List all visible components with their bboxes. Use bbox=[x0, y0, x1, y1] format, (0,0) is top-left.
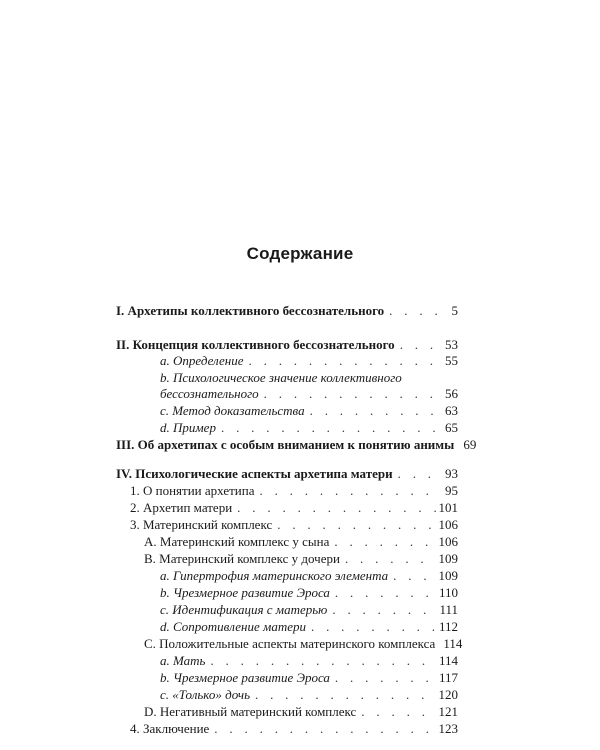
toc-entry-title: 2. Архетип матери bbox=[130, 500, 233, 515]
toc-entry-title: A. Материнский комплекс у сына bbox=[144, 534, 330, 549]
toc-leader-dots bbox=[389, 302, 441, 320]
toc-entry-title: II. Концепция коллективного бессознательного bbox=[116, 337, 395, 352]
toc-page-number: 106 bbox=[438, 534, 458, 549]
toc-entry bbox=[116, 482, 458, 500]
toc-page-number: 117 bbox=[438, 670, 458, 685]
toc-page-number: 5 bbox=[451, 303, 458, 318]
toc-entry-title: b. Чрезмерное развитие Эроса bbox=[160, 585, 330, 600]
toc-leader-dots bbox=[277, 516, 435, 534]
toc-entry-title: 3. Материнский комплекс bbox=[130, 517, 273, 532]
toc-entry bbox=[116, 465, 458, 483]
toc-page-number: 55 bbox=[445, 353, 458, 368]
toc-leader-dots bbox=[393, 567, 435, 585]
toc-page-number: 53 bbox=[445, 337, 458, 352]
toc-entry bbox=[116, 533, 458, 551]
toc-page-number: 110 bbox=[438, 585, 458, 600]
toc-leader-dots bbox=[332, 601, 436, 619]
toc-page-number: 101 bbox=[438, 500, 458, 515]
toc-entry-title: c. Идентификация с матерью bbox=[160, 602, 328, 617]
toc-entry bbox=[116, 601, 458, 619]
toc-entry bbox=[116, 669, 458, 687]
toc-leader-dots bbox=[210, 652, 436, 670]
toc-entry bbox=[116, 703, 458, 721]
toc-entry-title: C. Положительные аспекты материнского комплекса bbox=[144, 636, 436, 651]
toc-page-number: 109 bbox=[438, 551, 458, 566]
toc-entry-title: I. Архетипы коллективного бессознательного bbox=[116, 303, 385, 318]
toc-page-number: 109 bbox=[438, 568, 458, 583]
toc-entry bbox=[116, 516, 458, 534]
toc-leader-dots bbox=[345, 550, 436, 568]
toc-entry-title: b. Чрезмерное развитие Эроса bbox=[160, 670, 330, 685]
toc-leader-dots bbox=[237, 499, 435, 517]
toc-entry bbox=[116, 302, 458, 320]
toc-leader-dots bbox=[221, 419, 441, 437]
toc-leader-dots bbox=[398, 465, 441, 483]
toc-leader-dots bbox=[361, 703, 435, 721]
page-title: Содержание bbox=[246, 244, 354, 263]
toc-entry-title: бессознательного bbox=[160, 386, 259, 401]
toc-entry-title: 1. О понятии архетипа bbox=[130, 483, 255, 498]
toc-leader-dots bbox=[249, 352, 442, 370]
toc-leader-dots bbox=[335, 669, 436, 687]
toc-page-number: 114 bbox=[438, 653, 458, 668]
toc-page-number: 95 bbox=[445, 483, 458, 498]
toc-page-number: 111 bbox=[439, 602, 458, 617]
toc-entry-title: III. Об архетипах с особым вниманием к понятию анимы bbox=[116, 437, 455, 452]
toc-leader-dots bbox=[259, 482, 441, 500]
toc-entry bbox=[116, 436, 477, 454]
toc-page-number: 106 bbox=[438, 517, 458, 532]
toc-entry bbox=[116, 686, 458, 704]
toc-entry bbox=[116, 652, 458, 670]
toc-entry bbox=[116, 419, 458, 437]
toc-page-number: 63 bbox=[445, 403, 458, 418]
toc-leader-dots bbox=[311, 618, 436, 636]
toc-entry-title: b. Психологическое значение коллективного bbox=[160, 370, 402, 385]
toc-page-number: 123 bbox=[438, 721, 458, 736]
toc-entry-title: IV. Психологические аспекты архетипа матери bbox=[116, 466, 393, 481]
toc-entry-title: d. Пример bbox=[160, 420, 216, 435]
toc-entry bbox=[116, 385, 458, 403]
toc-entry-title: B. Материнский комплекс у дочери bbox=[144, 551, 340, 566]
toc-page-number: 112 bbox=[438, 619, 458, 634]
toc-page-number: 121 bbox=[438, 704, 458, 719]
toc-entry bbox=[116, 720, 458, 738]
toc-leader-dots bbox=[264, 385, 441, 403]
toc-entry bbox=[116, 584, 458, 602]
toc-entry-title: 4. Заключение bbox=[130, 721, 210, 736]
toc-entry-title: D. Негативный материнский комплекс bbox=[144, 704, 357, 719]
toc-leader-dots bbox=[310, 402, 441, 420]
toc-page-number: 56 bbox=[445, 386, 458, 401]
toc-entry-title: a. Гипертрофия материнского элемента bbox=[160, 568, 389, 583]
toc-leader-dots bbox=[334, 533, 435, 551]
toc-page-number: 120 bbox=[438, 687, 458, 702]
toc-entry-title: a. Мать bbox=[160, 653, 206, 668]
toc-entry bbox=[116, 402, 458, 420]
toc-entry bbox=[116, 352, 458, 370]
toc-entry bbox=[116, 550, 458, 568]
toc-page-number: 69 bbox=[463, 437, 477, 452]
toc-entry bbox=[116, 567, 458, 585]
toc-page-number: 93 bbox=[445, 466, 458, 481]
toc-page-number: 65 bbox=[445, 420, 458, 435]
toc-leader-dots bbox=[255, 686, 436, 704]
toc-entry bbox=[116, 499, 458, 517]
toc-leader-dots bbox=[335, 584, 436, 602]
toc-entry-title: c. Метод доказательства bbox=[160, 403, 305, 418]
toc-leader-dots bbox=[214, 720, 435, 738]
toc-entry-title: d. Сопротивление матери bbox=[160, 619, 306, 634]
toc-page-number: 114 bbox=[443, 636, 463, 651]
toc-entry-title: c. «Только» дочь bbox=[160, 687, 250, 702]
toc-entry-title: a. Определение bbox=[160, 353, 244, 368]
toc-entry bbox=[116, 618, 458, 636]
toc-entry bbox=[116, 635, 463, 653]
